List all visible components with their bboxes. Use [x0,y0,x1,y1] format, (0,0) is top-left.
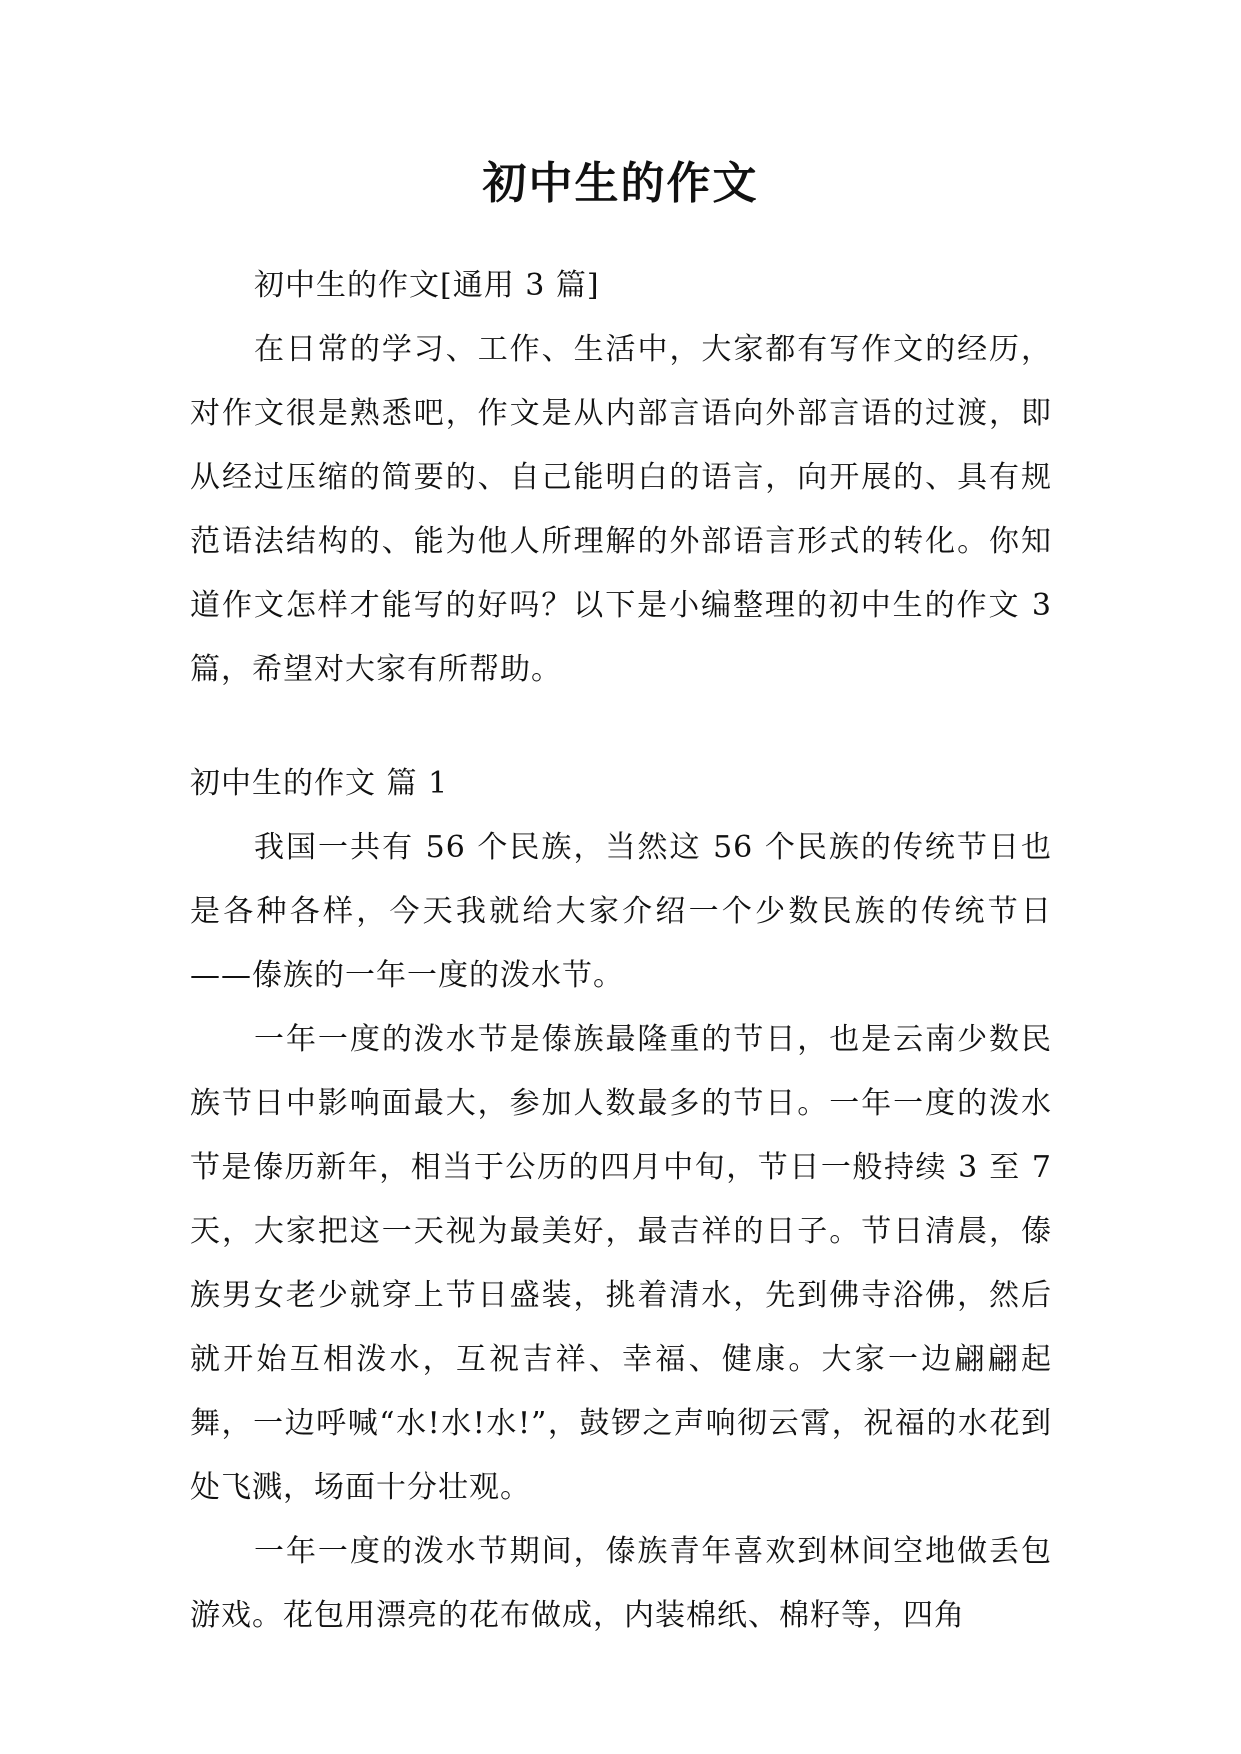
document-body [190,254,1052,1648]
body-paragraph-3: 一年一度的泼水节期间，傣族青年喜欢到林间空地做丢包游戏。花包用漂亮的花布做成，内装棉纸、棉籽等，四角 [190,1534,1052,1633]
intro-paragraph: 在日常的学习、工作、生活中，大家都有写作文的经历，对作文很是熟悉吧，作文是从内部言语向外部言语的过渡，即从经过压缩的简要的、自己能明白的语言，向开展的、具有规范语法结构的、能为他人所理解的外部语言形式的转化。你知道作文怎样才能写的好吗？以下是小编整理的初中生的作文 3 篇，希望对大家有所帮助。 [190,332,1052,687]
document-subtitle: 初中生的作文[通用 3 篇] [254,268,600,303]
section-heading: 初中生的作文 篇 1 [190,766,449,801]
body-paragraph-1: 我国一共有 56 个民族，当然这 56 个民族的传统节日也是各种各样，今天我就给大家介绍一个少数民族的传统节日——傣族的一年一度的泼水节。 [190,830,1052,993]
document-title: 初中生的作文 [482,158,759,209]
body-paragraph-2: 一年一度的泼水节是傣族最隆重的节日，也是云南少数民族节日中影响面最大，参加人数最多的节日。一年一度的泼水节是傣历新年，相当于公历的四月中旬，节日一般持续 3 至 7 天，大家把这一天视为最美好，最吉祥的日子。节日清晨，傣族男女老少就穿上节日盛装，挑着清水，先到佛寺浴佛，然后就开始互相泼水，互祝吉祥、幸福、健康。大家一边翩翩起舞，一边呼喊“水!水!水!”，鼓锣之声响彻云霄，祝福的水花到处飞溅，场面十分壮观。 [190,1022,1052,1505]
